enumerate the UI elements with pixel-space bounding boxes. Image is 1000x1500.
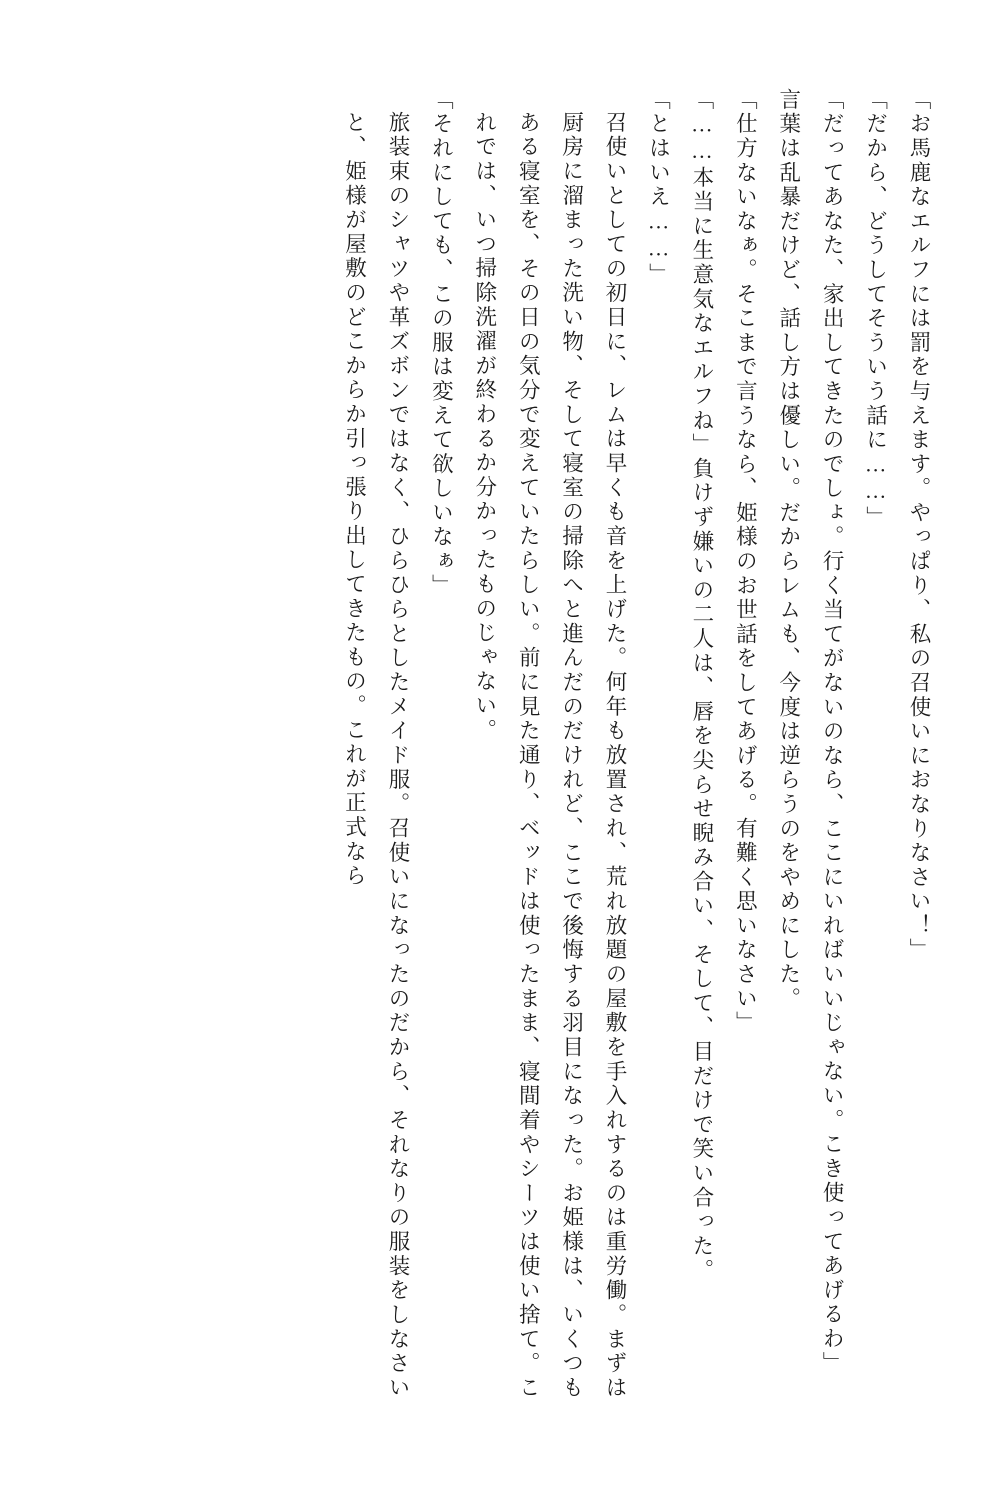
paragraph: 「……本当に生意気なエルフね」 [689,88,714,458]
paragraph: 「仕方ないなぁ。そこまで言うなら、姫様のお世話をしてあげる。有難く思いなさい」 [733,88,758,1036]
paragraph: 「だってあなた、家出してきたのでしょ。行く当てがないのなら、ここにいればいいじゃない。こき使ってあげるわ」 [820,88,845,1376]
paragraph: 「だから、どうしてそういう話に……」 [863,88,888,531]
paragraph: 言葉は乱暴だけど、話し方は優しい。だからレムも、今度は逆らうのをやめにした。 [776,88,801,1012]
paragraph: 「とはいえ……」 [646,88,671,288]
vertical-text-body [60,88,940,1400]
paragraph: 「それにしても、この服は変えて欲しいなぁ」 [429,88,454,599]
paragraph: 負けず嫌いの二人は、唇を尖らせ睨み合い、そして、目だけで笑い合った。 [689,457,714,1284]
paragraph: 召使いとしての初日に、レムは早くも音を上げた。何年も放置され、荒れ放題の屋敷を手入れするのは重労働。まずは厨房に溜まった洗い物、そして寝室の掃除へと進んだのだけれど、ここで後悔する羽目になった。お姫様は、いくつもある寝室を、その日の気分で変えていたらしい。前に見た通り、ベッドは使ったまま、寝間着やシーツは使い捨て。これでは、いつ掃除洗濯が終わるか分かったものじゃない。 [472,110,628,1400]
paragraph: 旅装束のシャツや革ズボンではなく、ひらひらとしたメイド服。召使いになったのだから、それなりの服装をしなさいと、姫様が屋敷のどこからか引っ張り出してきたもの。これが正式なら [342,110,410,1400]
paragraph: 「お馬鹿なエルフには罰を与えます。やっぱり、私の召使いにおなりなさい！」 [907,88,931,963]
